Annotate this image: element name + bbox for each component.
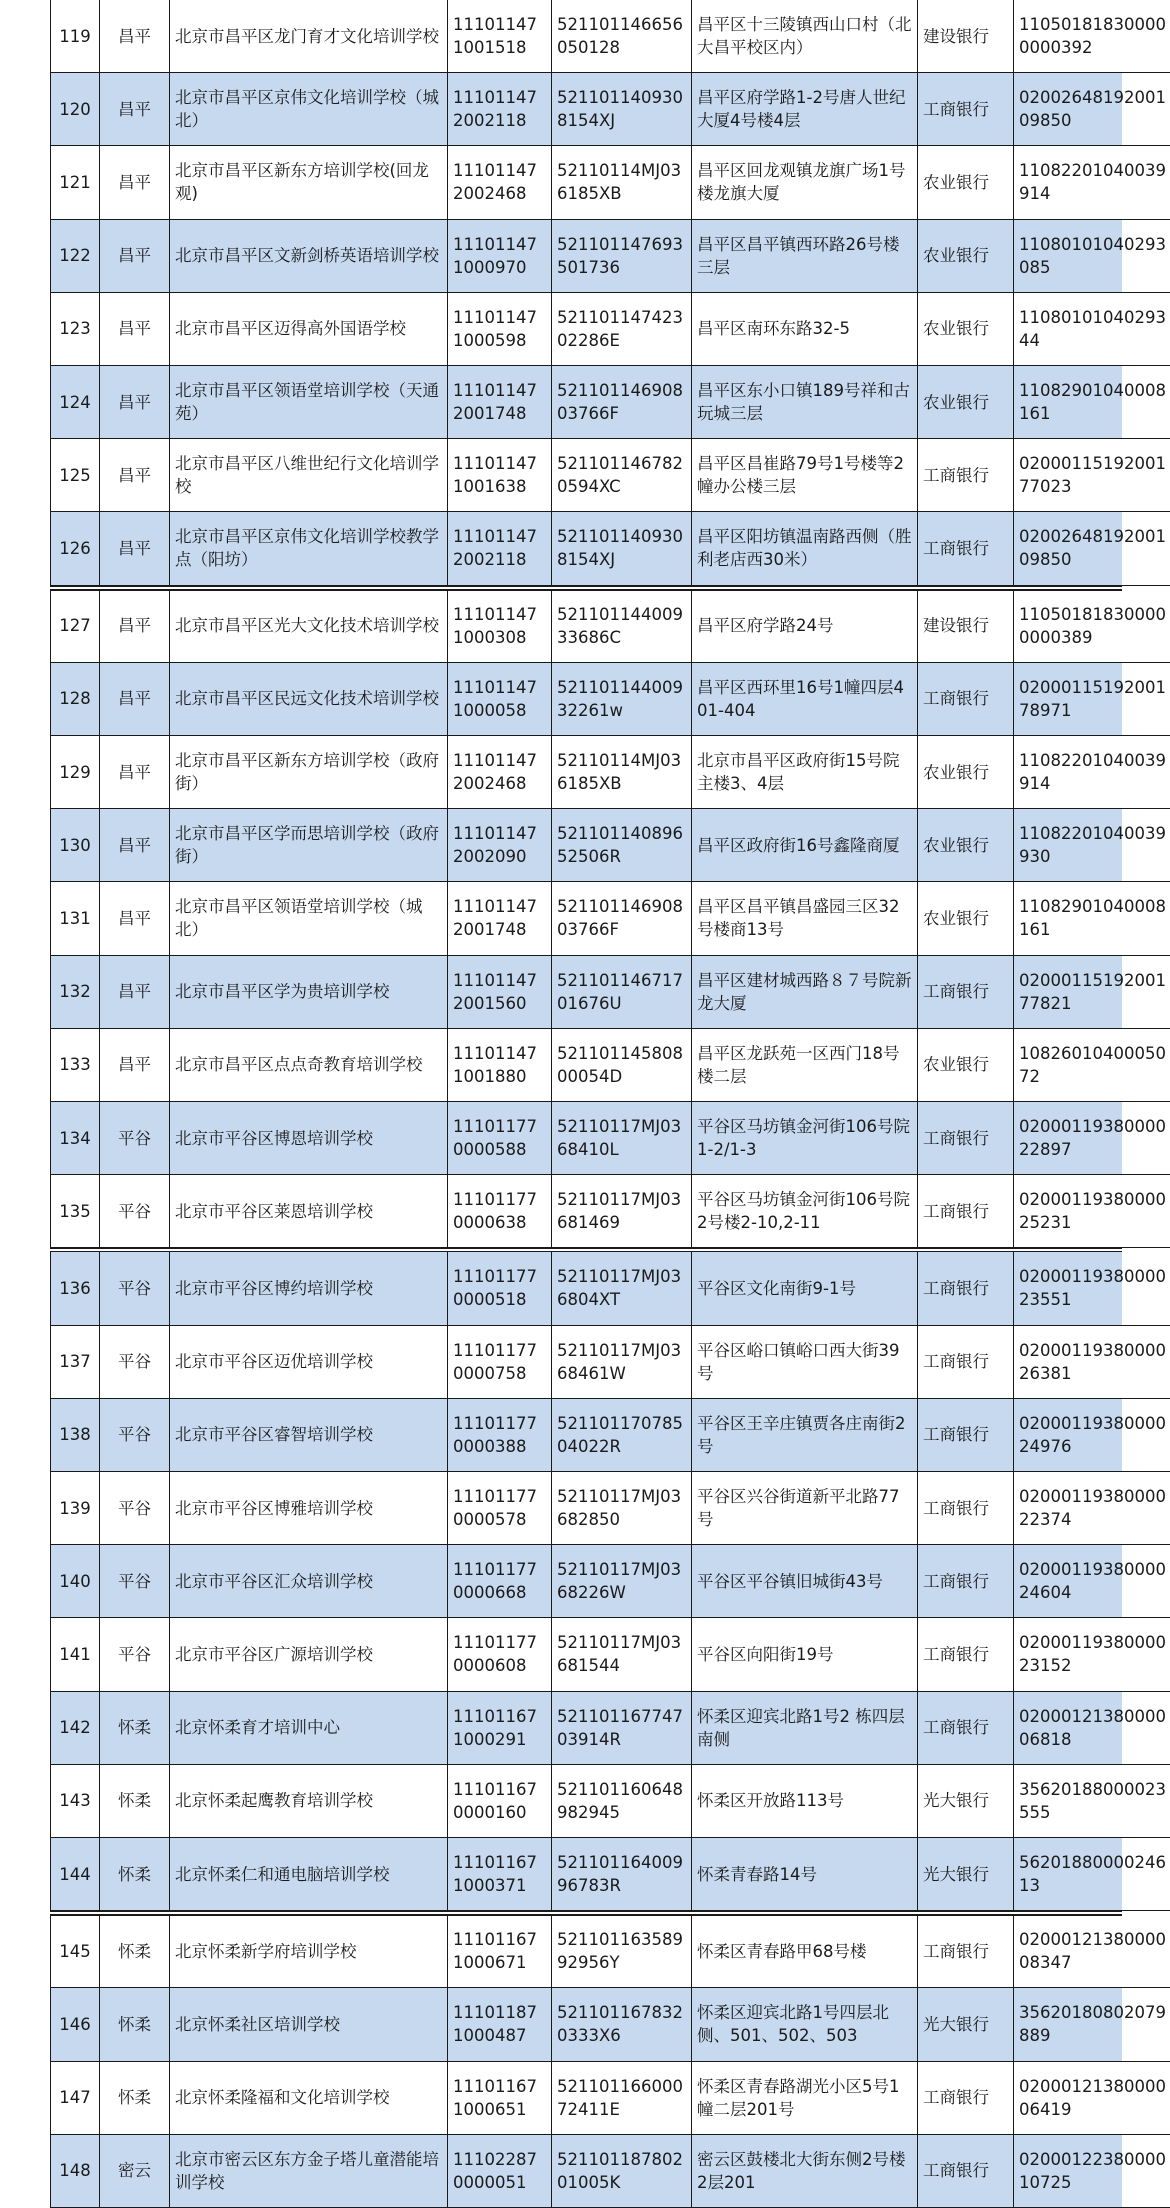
account-number-cell: 0200264819200109850 [1014,512,1170,585]
account-number-cell: 11082901040008161 [1014,882,1170,955]
table-row [50,1326,1166,1399]
school-name-cell: 北京市昌平区领语堂培训学校（城北） [170,882,448,955]
district-cell: 昌平 [100,146,170,219]
license-number-cell: 111011770000518 [448,1252,552,1325]
school-name-cell: 北京市昌平区光大文化技术培训学校 [170,590,448,663]
bank-cell: 农业银行 [918,220,1014,293]
bank-cell: 光大银行 [918,1838,1014,1911]
address-cell: 昌平区龙跃苑一区西门18号楼二层 [692,1029,918,1102]
row-number: 140 [50,1545,100,1618]
row-number: 130 [50,809,100,882]
address-cell: 平谷区峪口镇峪口西大街39号 [692,1326,918,1399]
school-name-cell: 北京市昌平区八维世纪行文化培训学校 [170,439,448,512]
credit-code-cell: 52110114089652506R [552,809,692,882]
school-name-cell: 北京市平谷区博约培训学校 [170,1252,448,1325]
credit-code-cell: 52110117MJ03682850 [552,1472,692,1545]
bank-cell: 工商银行 [918,663,1014,736]
address-cell: 怀柔区青春路甲68号楼 [692,1915,918,1988]
bank-cell: 农业银行 [918,882,1014,955]
address-cell: 昌平区建材城西路８７号院新龙大厦 [692,956,918,1029]
credit-code-cell: 521101147693501736 [552,220,692,293]
row-number: 119 [50,0,100,73]
account-number-cell: 0200011938000022374 [1014,1472,1170,1545]
table-row [50,439,1166,512]
account-number-cell: 11082201040039914 [1014,146,1170,219]
credit-code-cell: 52110116600072411E [552,2062,692,2135]
address-cell: 昌平区东小口镇189号祥和古玩城三层 [692,366,918,439]
address-cell: 昌平区回龙观镇龙旗广场1号楼龙旗大厦 [692,146,918,219]
account-number-cell: 0200011519200178971 [1014,663,1170,736]
school-name-cell: 北京怀柔育才培训中心 [170,1692,448,1765]
bank-cell: 农业银行 [918,736,1014,809]
address-cell: 昌平区十三陵镇西山口村（北大昌平校区内） [692,0,918,73]
table-row [50,146,1166,219]
school-name-cell: 北京怀柔起鹰教育培训学校 [170,1765,448,1838]
credit-code-cell: 521101146656050128 [552,0,692,73]
district-cell: 怀柔 [100,1915,170,1988]
bank-cell: 工商银行 [918,512,1014,585]
table-row [50,1029,1166,1102]
account-number-cell: 0200012138000008347 [1014,1915,1170,1988]
license-number-cell: 111011671000291 [448,1692,552,1765]
credit-code-cell: 5211011678320333X6 [552,1988,692,2061]
license-number-cell: 111011770000388 [448,1399,552,1472]
school-name-cell: 北京市平谷区莱恩培训学校 [170,1175,448,1248]
license-number-cell: 111011770000758 [448,1326,552,1399]
table-row [50,293,1166,366]
school-name-cell: 北京市平谷区广源培训学校 [170,1618,448,1691]
district-cell: 昌平 [100,809,170,882]
table-row [50,1838,1166,1911]
school-name-cell: 北京怀柔社区培训学校 [170,1988,448,2061]
school-name-cell: 北京市昌平区文新剑桥英语培训学校 [170,220,448,293]
bank-cell: 农业银行 [918,809,1014,882]
table-row [50,1252,1166,1325]
table-row [50,220,1166,293]
credit-code-cell: 521101160648982945 [552,1765,692,1838]
row-number: 147 [50,2062,100,2135]
credit-code-cell: 52110114690803766F [552,882,692,955]
license-number-cell: 111011471001518 [448,0,552,73]
credit-code-cell: 52110116358992956Y [552,1915,692,1988]
table-row [50,1618,1166,1691]
row-number: 141 [50,1618,100,1691]
bank-cell: 工商银行 [918,439,1014,512]
row-number: 128 [50,663,100,736]
credit-code-cell: 52110116400996783R [552,1838,692,1911]
school-name-cell: 北京怀柔新学府培训学校 [170,1915,448,1988]
address-cell: 怀柔区开放路113号 [692,1765,918,1838]
credit-code-cell: 5211011409308154XJ [552,73,692,146]
row-number: 136 [50,1252,100,1325]
row-number: 124 [50,366,100,439]
school-name-cell: 北京市昌平区新东方培训学校(回龙观) [170,146,448,219]
table-row [50,1545,1166,1618]
credit-code-cell: 52110114580800054D [552,1029,692,1102]
bank-cell: 农业银行 [918,366,1014,439]
district-cell: 昌平 [100,663,170,736]
bank-cell: 工商银行 [918,956,1014,1029]
bank-cell: 工商银行 [918,73,1014,146]
row-number: 131 [50,882,100,955]
school-name-cell: 北京市昌平区迈得高外国语学校 [170,293,448,366]
district-cell: 平谷 [100,1252,170,1325]
school-name-cell: 北京市平谷区博雅培训学校 [170,1472,448,1545]
table-row [50,736,1166,809]
account-number-cell: 0200011938000023551 [1014,1252,1170,1325]
district-cell: 昌平 [100,1029,170,1102]
district-cell: 平谷 [100,1399,170,1472]
district-cell: 密云 [100,2135,170,2208]
bank-cell: 农业银行 [918,293,1014,366]
license-number-cell: 111011472002118 [448,512,552,585]
account-number-cell: 1082601040005072 [1014,1029,1170,1102]
license-number-cell: 111011472002118 [448,73,552,146]
license-number-cell: 111011770000638 [448,1175,552,1248]
credit-code-cell: 52110117MJ03681469 [552,1175,692,1248]
table-row [50,956,1166,1029]
table-row [50,1399,1166,1472]
district-cell: 怀柔 [100,1765,170,1838]
bank-cell: 工商银行 [918,1472,1014,1545]
credit-code-cell: 52110114742302286E [552,293,692,366]
address-cell: 昌平区西环里16号1幢四层401-404 [692,663,918,736]
school-name-cell: 北京市平谷区汇众培训学校 [170,1545,448,1618]
bank-cell: 光大银行 [918,1988,1014,2061]
table-row [50,512,1166,585]
row-number: 127 [50,590,100,663]
school-name-cell: 北京市平谷区迈优培训学校 [170,1326,448,1399]
table-row [50,2062,1166,2135]
license-number-cell: 111011472002468 [448,736,552,809]
address-cell: 平谷区文化南街9-1号 [692,1252,918,1325]
license-number-cell: 111011770000668 [448,1545,552,1618]
address-cell: 平谷区马坊镇金河街106号院1-2/1-3 [692,1102,918,1175]
address-cell: 平谷区向阳街19号 [692,1618,918,1691]
district-cell: 平谷 [100,1618,170,1691]
table-row [50,1692,1166,1765]
school-name-cell: 北京市昌平区学而思培训学校（政府街） [170,809,448,882]
credit-code-cell: 52110117MJ036804XT [552,1252,692,1325]
district-cell: 昌平 [100,439,170,512]
license-number-cell: 111011671000671 [448,1915,552,1988]
school-name-cell: 北京市昌平区学为贵培训学校 [170,956,448,1029]
table-row [50,2135,1166,2208]
account-number-cell: 11082201040039930 [1014,809,1170,882]
license-number-cell: 111011770000588 [448,1102,552,1175]
district-cell: 昌平 [100,882,170,955]
school-name-cell: 北京市昌平区点点奇教育培训学校 [170,1029,448,1102]
license-number-cell: 111011471000598 [448,293,552,366]
license-number-cell: 111011471000970 [448,220,552,293]
license-number-cell: 111022870000051 [448,2135,552,2208]
table-row [50,809,1166,882]
account-number-cell: 0200011519200177821 [1014,956,1170,1029]
table-row [50,663,1166,736]
table-row [50,1472,1166,1545]
bank-cell: 工商银行 [918,1399,1014,1472]
district-cell: 平谷 [100,1326,170,1399]
license-number-cell: 111011471000058 [448,663,552,736]
account-number-cell: 11082201040039914 [1014,736,1170,809]
row-number: 133 [50,1029,100,1102]
district-cell: 昌平 [100,590,170,663]
account-number-cell: 0200011938000024976 [1014,1399,1170,1472]
credit-code-cell: 52110114690803766F [552,366,692,439]
table-row [50,1988,1166,2061]
district-cell: 怀柔 [100,1988,170,2061]
account-number-cell: 110501818300000000389 [1014,590,1170,663]
row-number: 129 [50,736,100,809]
account-number-cell: 0200264819200109850 [1014,73,1170,146]
district-cell: 昌平 [100,956,170,1029]
row-number: 143 [50,1765,100,1838]
table-row [50,1915,1166,1988]
district-cell: 怀柔 [100,2062,170,2135]
district-cell: 昌平 [100,512,170,585]
row-number: 126 [50,512,100,585]
district-cell: 昌平 [100,0,170,73]
bank-cell: 工商银行 [918,1618,1014,1691]
school-name-cell: 北京市平谷区睿智培训学校 [170,1399,448,1472]
credit-code-cell: 52110114671701676U [552,956,692,1029]
district-cell: 昌平 [100,366,170,439]
license-number-cell: 111011472002468 [448,146,552,219]
row-number: 120 [50,73,100,146]
credit-code-cell: 52110117MJ0368226W [552,1545,692,1618]
address-cell: 平谷区兴谷街道新平北路77号 [692,1472,918,1545]
credit-code-cell: 52110118780201005K [552,2135,692,2208]
address-cell: 昌平区府学路24号 [692,590,918,663]
credit-code-cell: 52110114MJ036185XB [552,736,692,809]
table-row [50,1102,1166,1175]
district-cell: 昌平 [100,73,170,146]
account-number-cell: 35620188000023555 [1014,1765,1170,1838]
license-number-cell: 111011770000608 [448,1618,552,1691]
school-name-cell: 北京市昌平区京伟文化培训学校（城北） [170,73,448,146]
address-cell: 平谷区王辛庄镇贾各庄南街2号 [692,1399,918,1472]
district-cell: 平谷 [100,1175,170,1248]
district-cell: 平谷 [100,1545,170,1618]
row-number: 139 [50,1472,100,1545]
credit-code-cell: 52110114400933686C [552,590,692,663]
school-name-cell: 北京市昌平区民远文化技术培训学校 [170,663,448,736]
table-row [50,1765,1166,1838]
bank-cell: 工商银行 [918,2062,1014,2135]
row-number: 121 [50,146,100,219]
credit-code-cell: 52110117078504022R [552,1399,692,1472]
table-row [50,590,1166,663]
account-number-cell: 0200012138000006818 [1014,1692,1170,1765]
license-number-cell: 111011871000487 [448,1988,552,2061]
credit-code-cell: 5211011409308154XJ [552,512,692,585]
address-cell: 密云区鼓楼北大街东侧2号楼2层201 [692,2135,918,2208]
address-cell: 平谷区马坊镇金河街106号院2号楼2-10,2-11 [692,1175,918,1248]
row-number: 138 [50,1399,100,1472]
bank-cell: 农业银行 [918,1029,1014,1102]
credit-code-cell: 52110117MJ0368410L [552,1102,692,1175]
table-row [50,366,1166,439]
row-number: 132 [50,956,100,1029]
address-cell: 昌平区政府街16号鑫隆商厦 [692,809,918,882]
address-cell: 昌平区阳坊镇温南路西侧（胜利老店西30米） [692,512,918,585]
row-number: 137 [50,1326,100,1399]
row-number: 134 [50,1102,100,1175]
account-number-cell: 110501818300000000392 [1014,0,1170,73]
bank-cell: 建设银行 [918,0,1014,73]
district-cell: 怀柔 [100,1838,170,1911]
school-name-cell: 北京市昌平区新东方培训学校（政府街） [170,736,448,809]
account-number-cell: 5620188000024613 [1014,1838,1170,1911]
address-cell: 怀柔区迎宾北路1号四层北侧、501、502、503 [692,1988,918,2061]
account-number-cell: 0200011938000025231 [1014,1175,1170,1248]
bank-cell: 工商银行 [918,2135,1014,2208]
row-number: 146 [50,1988,100,2061]
license-number-cell: 111011770000578 [448,1472,552,1545]
credit-code-cell: 52110114400932261w [552,663,692,736]
row-number: 122 [50,220,100,293]
credit-code-cell: 52110117MJ03681544 [552,1618,692,1691]
credit-code-cell: 5211011467820594XC [552,439,692,512]
school-name-cell: 北京怀柔仁和通电脑培训学校 [170,1838,448,1911]
license-number-cell: 111011671000651 [448,2062,552,2135]
license-number-cell: 111011471001638 [448,439,552,512]
bank-cell: 光大银行 [918,1765,1014,1838]
account-number-cell: 0200011938000024604 [1014,1545,1170,1618]
address-cell: 怀柔青春路14号 [692,1838,918,1911]
school-name-cell: 北京市平谷区博恩培训学校 [170,1102,448,1175]
license-number-cell: 111011472001748 [448,882,552,955]
credit-code-cell: 52110114MJ036185XB [552,146,692,219]
account-number-cell: 11082901040008161 [1014,366,1170,439]
school-name-cell: 北京怀柔隆福和文化培训学校 [170,2062,448,2135]
address-cell: 平谷区平谷镇旧城街43号 [692,1545,918,1618]
address-cell: 昌平区昌平镇昌盛园三区32号楼商13号 [692,882,918,955]
account-number-cell: 35620180802079889 [1014,1988,1170,2061]
district-cell: 平谷 [100,1472,170,1545]
address-cell: 昌平区昌平镇西环路26号楼三层 [692,220,918,293]
license-number-cell: 111011472001748 [448,366,552,439]
account-number-cell: 0200012238000010725 [1014,2135,1170,2208]
table-row [50,882,1166,955]
account-number-cell: 0200011938000022897 [1014,1102,1170,1175]
account-number-cell: 11080101040293085 [1014,220,1170,293]
credit-code-cell: 52110117MJ0368461W [552,1326,692,1399]
school-name-cell: 北京市昌平区领语堂培训学校（天通苑） [170,366,448,439]
license-number-cell: 111011472001560 [448,956,552,1029]
license-number-cell: 111011670000160 [448,1765,552,1838]
district-cell: 昌平 [100,220,170,293]
table-row [50,73,1166,146]
bank-cell: 工商银行 [918,1252,1014,1325]
address-cell: 昌平区府学路1-2号唐人世纪大厦4号楼4层 [692,73,918,146]
address-cell: 昌平区南环东路32-5 [692,293,918,366]
account-number-cell: 0200011519200177023 [1014,439,1170,512]
credit-code-cell: 52110116774703914R [552,1692,692,1765]
bank-cell: 工商银行 [918,1175,1014,1248]
account-number-cell: 1108010104029344 [1014,293,1170,366]
bank-cell: 工商银行 [918,1102,1014,1175]
bank-cell: 农业银行 [918,146,1014,219]
account-number-cell: 0200011938000026381 [1014,1326,1170,1399]
row-number: 148 [50,2135,100,2208]
row-number: 125 [50,439,100,512]
bank-cell: 工商银行 [918,1326,1014,1399]
bank-cell: 工商银行 [918,1545,1014,1618]
table-row [50,1175,1166,1248]
license-number-cell: 111011671000371 [448,1838,552,1911]
address-cell: 昌平区昌崔路79号1号楼等2幢办公楼三层 [692,439,918,512]
account-number-cell: 0200012138000006419 [1014,2062,1170,2135]
address-cell: 北京市昌平区政府街15号院主楼3、4层 [692,736,918,809]
table-row [50,0,1166,73]
school-name-cell: 北京市密云区东方金子塔儿童潜能培训学校 [170,2135,448,2208]
bank-cell: 工商银行 [918,1692,1014,1765]
row-number: 123 [50,293,100,366]
row-number: 145 [50,1915,100,1988]
district-cell: 平谷 [100,1102,170,1175]
district-cell: 昌平 [100,736,170,809]
district-cell: 怀柔 [100,1692,170,1765]
row-number: 135 [50,1175,100,1248]
bank-cell: 建设银行 [918,590,1014,663]
row-number: 142 [50,1692,100,1765]
license-number-cell: 111011471000308 [448,590,552,663]
address-cell: 怀柔区迎宾北路1号2 栋四层南侧 [692,1692,918,1765]
address-cell: 怀柔区青春路湖光小区5号1幢二层201号 [692,2062,918,2135]
school-name-cell: 北京市昌平区京伟文化培训学校教学点（阳坊） [170,512,448,585]
district-cell: 昌平 [100,293,170,366]
license-number-cell: 111011472002090 [448,809,552,882]
school-name-cell: 北京市昌平区龙门育才文化培训学校 [170,0,448,73]
license-number-cell: 111011471001880 [448,1029,552,1102]
row-number: 144 [50,1838,100,1911]
account-number-cell: 0200011938000023152 [1014,1618,1170,1691]
bank-cell: 工商银行 [918,1915,1014,1988]
